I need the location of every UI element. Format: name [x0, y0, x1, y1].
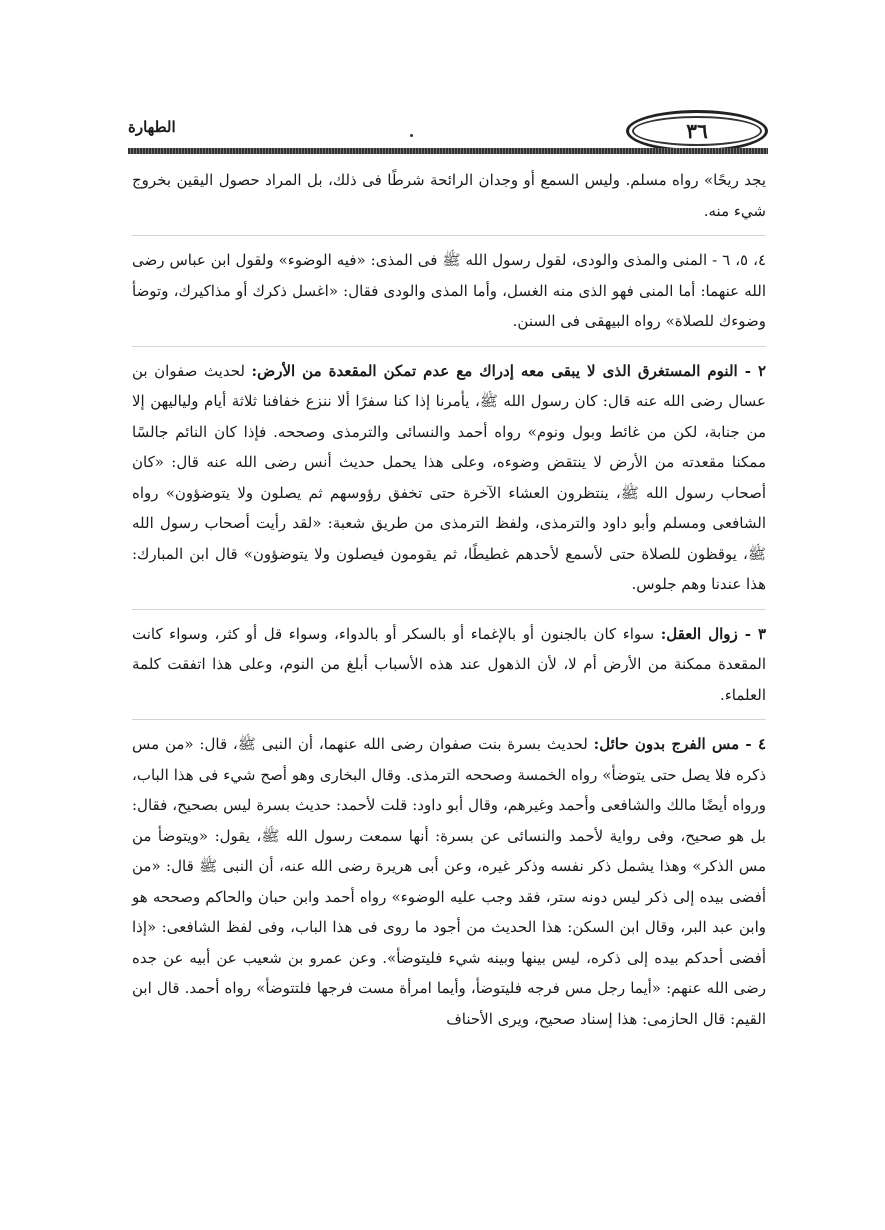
paragraph-1 [132, 165, 766, 226]
paragraph-3 [132, 356, 766, 600]
paragraph-4-heading: ٣ - زوال العقل: [660, 624, 767, 643]
paragraph-5 [132, 729, 766, 1034]
section-title: الطهارة [128, 118, 176, 136]
paragraph-2-text: ٤، ٥، ٦ - المنى والمذى والودى، لقول رسول الله ﷺ فى المذى: «فيه الوضوء» ولقول ابن عباس رضى الله عنهما: أما المنى فهو الذى منه الغسل، وأما المذى والودى فقال: «اغسل ذكرك أو مذاكيرك، وتوضأ وضوءك للصلاة» رواه البيهقى فى السنن. [132, 251, 766, 330]
paragraph-separator [132, 719, 766, 720]
paragraph-1-text: يجد ريحًا» رواه مسلم. وليس السمع أو وجدان الرائحة شرطًا فى ذلك، بل المراد حصول اليقين بخروج شيء منه. [132, 171, 766, 220]
paragraph-2 [132, 245, 766, 337]
paragraph-separator [132, 346, 766, 347]
paragraph-3-heading: ٢ - النوم المستغرق الذى لا يبقى معه إدراك مع عدم تمكن المقعدة من الأرض: [251, 361, 766, 380]
paragraph-4 [132, 619, 766, 711]
page-number-ornament [626, 110, 768, 152]
page-number: ٣٦ [686, 119, 708, 143]
paragraph-3-text: لحديث صفوان بن عسال رضى الله عنه قال: كان رسول الله ﷺ، يأمرنا إذا كنا سفرًا ألا ننزع خفافنا ثلاثة أيام ولياليهن إلا من جنابة، لكن من غائط وبول ونوم» رواه أحمد والنسائى والترمذى وصححه. فإذا كان النائم جالسًا ممكنا مقعدته من الأرض لا ينتقض وضوءه، وعلى هذا يحمل حديث أنس رضى الله عنه قال: «كان أصحاب رسول الله ﷺ، ينتظرون العشاء الآخرة حتى تخفق رؤوسهم ثم يصلون ولا يتوضؤون» رواه الشافعى ومسلم وأبو داود والترمذى، ولفظ الترمذى من طريق شعبة: «لقد رأيت أصحاب رسول الله ﷺ، يوقظون للصلاة حتى لأسمع لأحدهم غطيطًا، ثم يقومون فيصلون ولا يتوضؤون» قال ابن المبارك: هذا عندنا وهم جلوس. [132, 361, 766, 593]
header-rule [128, 148, 768, 154]
header-dot [410, 134, 413, 137]
page-body [132, 165, 766, 1034]
paragraph-5-heading: ٤ - مس الفرج بدون حائل: [593, 735, 766, 753]
paragraph-4-text: سواء كان بالجنون أو بالإغماء أو بالسكر أو بالدواء، وسواء قل أو كثر، وسواء كانت المقعدة ممكنة من الأرض أم لا، لأن الذهول عند هذه الأسباب أبلغ من النوم، وعلى هذا اتفقت كلمة العلماء. [132, 624, 766, 704]
paragraph-separator [132, 235, 766, 236]
paragraph-separator [132, 609, 766, 610]
paragraph-5-text: لحديث بسرة بنت صفوان رضى الله عنهما، أن النبى ﷺ، قال: «من مس ذكره فلا يصل حتى يتوضأ» رواه الخمسة وصححه الترمذى. وقال البخارى وهو أصح شيء فى هذا الباب، ورواه أيضًا مالك والشافعى وأحمد وغيرهم، وقال أبو داود: قلت لأحمد: حديث بسرة ليس بصحيح، فقال: بل هو صحيح، وفى رواية لأحمد والنسائى عن بسرة: أنها سمعت رسول الله ﷺ، يقول: «ويتوضأ من مس الذكر» وهذا يشمل ذكر نفسه وذكر غيره، وعن أبى هريرة رضى الله عنه، أن النبى ﷺ قال: «من أفضى بيده إلى ذكر ليس دونه ستر، فقد وجب عليه الوضوء» رواه أحمد وابن حبان والحاكم وصححه هو وابن عبد البر، وقال ابن السكن: هذا الحديث من أجود ما روى فى هذا الباب، وفى لفظ الشافعى: «إذا أفضى أحدكم بيده إلى ذكره، ليس بينها وبينه شيء فليتوضأ». وعن عمرو بن شعيب عن أبيه عن جده رضى الله عنهم: «أيما رجل مس فرجه فليتوضأ، وأيما امرأة مست فرجها فلتتوضأ» رواه أحمد. قال ابن القيم: قال الحازمى: هذا إسناد صحيح، ويرى الأحناف [132, 735, 766, 1028]
